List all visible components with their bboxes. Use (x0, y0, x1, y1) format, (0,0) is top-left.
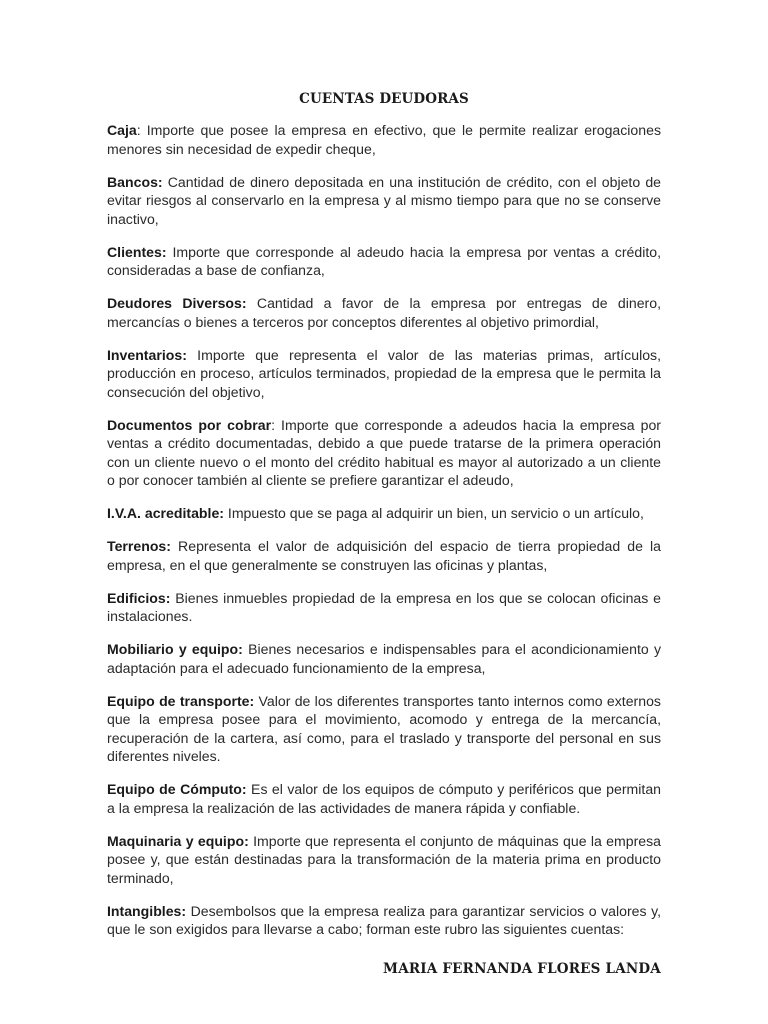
entry-edificios (107, 589, 661, 626)
entry-definition: Importe que corresponde a adeudos hacia la empresa por ventas a crédito documentadas, debido a que puede tratarse de la primera operación con un cliente nuevo o el monto del crédito habitual es mayor al autorizado a un cliente o por conocer también al cliente se prefiere garantizar el adeudo, (107, 416, 661, 488)
entry-maquinaria-y-equipo (107, 832, 661, 888)
entry-definition: Desembolsos que la empresa realiza para garantizar servicios o valores y, que le son exigidos para llevarse a cabo; forman este rubro las siguientes cuentas: (107, 902, 661, 937)
entry-definition: Representa el valor de adquisición del espacio de tierra propiedad de la empresa, en el que generalmente se construyen las oficinas y plantas, (107, 538, 661, 573)
entry-definition: Importe que corresponde al adeudo hacia la empresa por ventas a crédito, consideradas a base de confianza, (107, 243, 661, 278)
entry-definition: Valor de los diferentes transportes tanto internos como externos que la empresa posee para el movimiento, acomodo y entrega de la mercancía, recuperación de la cartera, así como, para el traslado y transporte del personal en sus diferentes niveles. (107, 692, 661, 764)
entry-intangibles (107, 902, 661, 939)
entry-terrenos (107, 537, 661, 574)
entry-term: Equipo de transporte: (107, 692, 255, 709)
entry-documentos-por-cobrar (107, 416, 661, 490)
entry-definition: Es el valor de los equipos de cómputo y periféricos que permitan a la empresa la realización de las actividades de manera rápida y confiable. (107, 781, 661, 816)
entry-term: Equipo de Cómputo: (107, 781, 247, 797)
entry-definition: Importe que posee la empresa en efectivo, que le permite realizar erogaciones menores sin necesidad de expedir cheque, (107, 122, 661, 157)
entry-term: Maquinaria y equipo: (107, 832, 249, 849)
entry-term: Intangibles: (107, 902, 187, 919)
entry-definition: Impuesto que se paga al adquirir un bien, un servicio o un artículo, (223, 505, 644, 521)
page-title: CUENTAS DEUDORAS (299, 91, 469, 107)
entry-caja (107, 121, 661, 158)
entry-separator: : (136, 122, 141, 138)
entry-term: Terrenos: (107, 538, 171, 554)
entry-iva-acreditable (107, 504, 661, 523)
entry-equipo-de-transporte (107, 692, 661, 766)
entry-clientes (107, 243, 661, 280)
entry-deudores-diversos (107, 294, 661, 331)
entry-definition: Importe que representa el valor de las materias primas, artículos, producción en proceso, artículos terminados, propiedad de la empresa que le permita la consecución del objetivo, (107, 346, 661, 400)
entry-term: Documentos por cobrar (107, 416, 272, 433)
entry-term: I.V.A. acreditable: (107, 505, 224, 521)
entry-mobiliario-y-equipo (107, 640, 661, 677)
entry-term: Clientes: (107, 243, 167, 260)
entry-term: Edificios: (107, 589, 171, 606)
document-body (107, 121, 661, 953)
entry-definition: Bienes inmuebles propiedad de la empresa en los que se colocan oficinas e instalaciones. (107, 589, 661, 624)
entry-separator: : (271, 416, 275, 433)
entry-definition: Cantidad a favor de la empresa por entregas de dinero, mercancías o bienes a terceros por conceptos diferentes al objetivo primordial, (107, 295, 661, 330)
entry-term: Caja (107, 122, 137, 138)
entry-definition: Importe que representa el conjunto de máquinas que la empresa posee y, que están destinadas para la transformación de la materia prima en producto terminado, (107, 832, 661, 886)
entry-term: Inventarios: (107, 346, 187, 363)
entry-bancos (107, 173, 661, 229)
entry-equipo-de-computo (107, 780, 661, 817)
entry-term: Deudores Diversos: (107, 295, 247, 311)
author-signature: MARIA FERNANDA FLORES LANDA (383, 961, 661, 977)
entry-definition: Cantidad de dinero depositada en una institución de crédito, con el objeto de evitar riesgos al conservarlo en la empresa y al mismo tiempo para que no se conserve inactivo, (107, 173, 661, 227)
entry-definition: Bienes necesarios e indispensables para el acondicionamiento y adaptación para el adecuado funcionamiento de la empresa, (107, 641, 662, 676)
entry-term: Bancos: (107, 173, 163, 190)
entry-term: Mobiliario y equipo: (107, 641, 243, 657)
entry-inventarios (107, 346, 661, 402)
